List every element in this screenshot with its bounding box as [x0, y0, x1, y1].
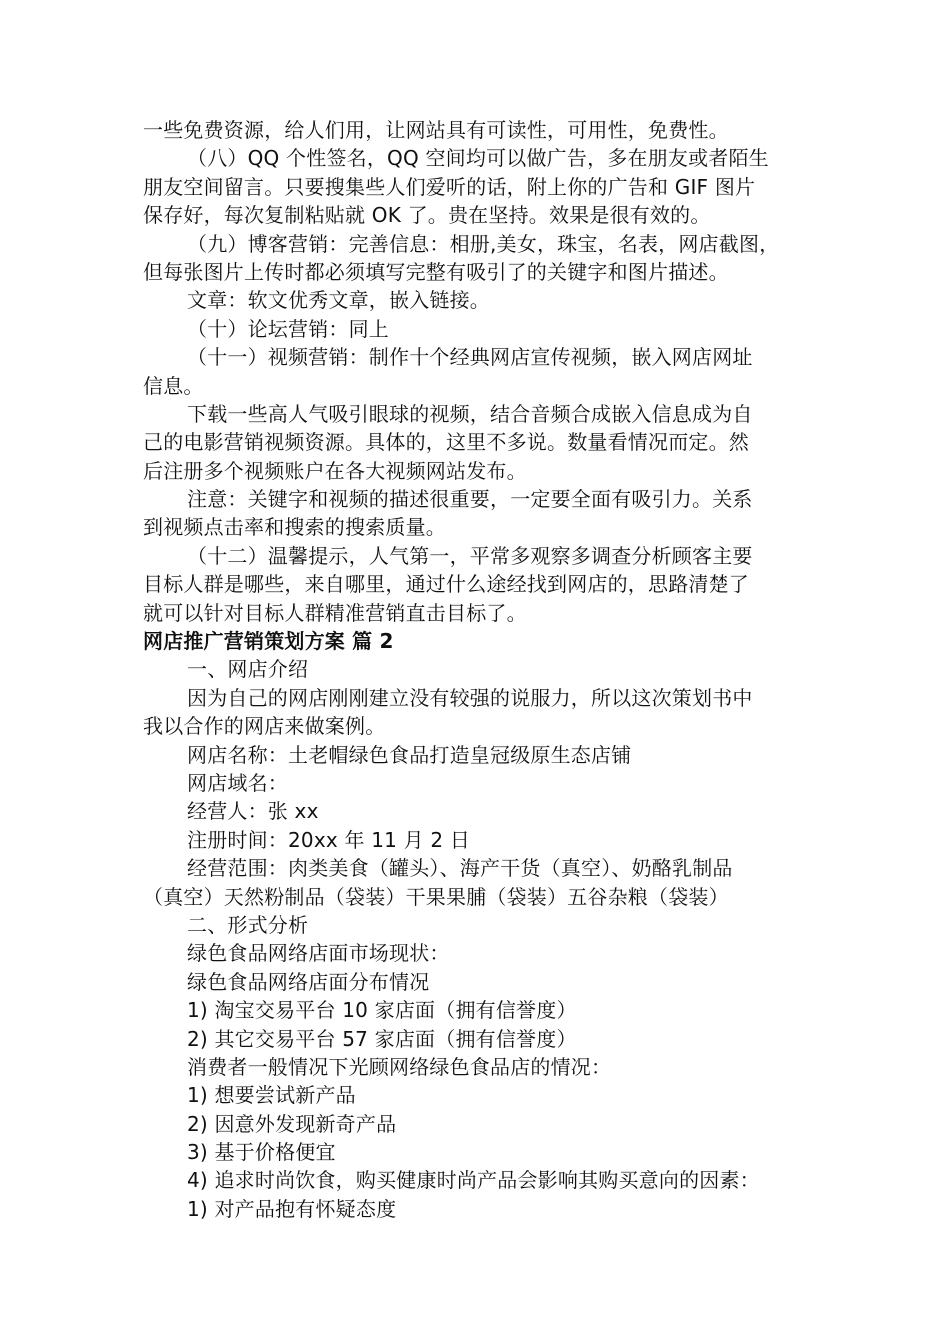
- body-line: 下载一些高人气吸引眼球的视频，结合音频合成嵌入信息成为自: [187, 401, 753, 426]
- body-line: （十二）温馨提示，人气第一，平常多观察多调查分析顾客主要: [187, 543, 753, 568]
- body-line: 消费者一般情况下光顾网络绿色食品店的情况：: [187, 1054, 612, 1079]
- body-line: （十一）视频营销：制作十个经典网店宣传视频，嵌入网店网址: [187, 345, 753, 370]
- body-line: 保存好，每次复制粘贴就 OK 了。贵在坚持。效果是很有效的。: [143, 203, 711, 228]
- body-line: 我以合作的网店来做案例。: [143, 714, 386, 739]
- body-line: 后注册多个视频账户在各大视频网站发布。: [143, 458, 527, 483]
- body-line: （真空）天然粉制品（袋装）干果果脯（袋装）五谷杂粮（袋装）: [143, 884, 729, 909]
- list-item: 2) 因意外发现新奇产品: [187, 1111, 397, 1136]
- list-item: 3) 基于价格便宜: [187, 1140, 336, 1165]
- registration-date-line: 注册时间：20xx 年 11 月 2 日: [187, 827, 471, 852]
- body-line: 因为自己的网店刚刚建立没有较强的说服力，所以这次策划书中: [187, 685, 753, 710]
- body-line: （九）博客营销：完善信息：相册,美女，珠宝，名表，网店截图，: [187, 231, 780, 256]
- body-line: 信息。: [143, 373, 204, 398]
- shop-name-line: 网店名称：土老帽绿色食品打造皇冠级原生态店铺: [187, 742, 632, 767]
- body-line: 朋友空间留言。只要搜集些人们爱听的话，附上你的广告和 GIF 图片: [143, 174, 756, 199]
- list-item: 1) 淘宝交易平台 10 家店面（拥有信誉度）: [187, 998, 577, 1023]
- body-line: 绿色食品网络店面分布情况: [187, 969, 430, 994]
- business-scope-line: 经营范围：肉类美食（罐头）、海产干货（真空）、奶酪乳制品: [187, 856, 733, 881]
- body-line: 绿色食品网络店面市场现状：: [187, 941, 450, 966]
- body-line: 但每张图片上传时都必须填写完整有吸引了的关键字和图片描述。: [143, 259, 729, 284]
- list-item: 4) 追求时尚饮食，购买健康时尚产品会影响其购买意向的因素：: [187, 1168, 760, 1193]
- body-line: 己的电影营销视频资源。具体的，这里不多说。数量看情况而定。然: [143, 430, 749, 455]
- shop-owner-line: 经营人：张 xx: [187, 799, 319, 824]
- subsection-heading: 一、网店介绍: [187, 657, 309, 682]
- list-item: 1) 想要尝试新产品: [187, 1083, 356, 1108]
- body-line: 一些免费资源，给人们用，让网站具有可读性，可用性，免费性。: [143, 118, 729, 142]
- subsection-heading: 二、形式分析: [187, 912, 309, 937]
- body-line: （八）QQ 个性签名，QQ 空间均可以做广告，多在朋友或者陌生: [187, 146, 769, 171]
- body-line: 注意：关键字和视频的描述很重要，一定要全面有吸引力。关系: [187, 487, 753, 512]
- body-line: 目标人群是哪些，来自哪里，通过什么途经找到网店的，思路清楚了: [143, 572, 749, 597]
- list-item: 2) 其它交易平台 57 家店面（拥有信誉度）: [187, 1026, 577, 1051]
- list-item: 1) 对产品抱有怀疑态度: [187, 1196, 397, 1221]
- document-page: [143, 116, 815, 1223]
- section-heading: 网店推广营销策划方案 篇 2: [143, 629, 394, 654]
- body-line: 到视频点击率和搜索的搜索质量。: [143, 515, 446, 540]
- body-line: 就可以针对目标人群精准营销直击目标了。: [143, 600, 527, 625]
- body-line: 文章：软文优秀文章，嵌入链接。: [187, 288, 490, 313]
- body-line: （十）论坛营销：同上: [187, 316, 389, 341]
- shop-domain-line: 网店域名：: [187, 770, 288, 795]
